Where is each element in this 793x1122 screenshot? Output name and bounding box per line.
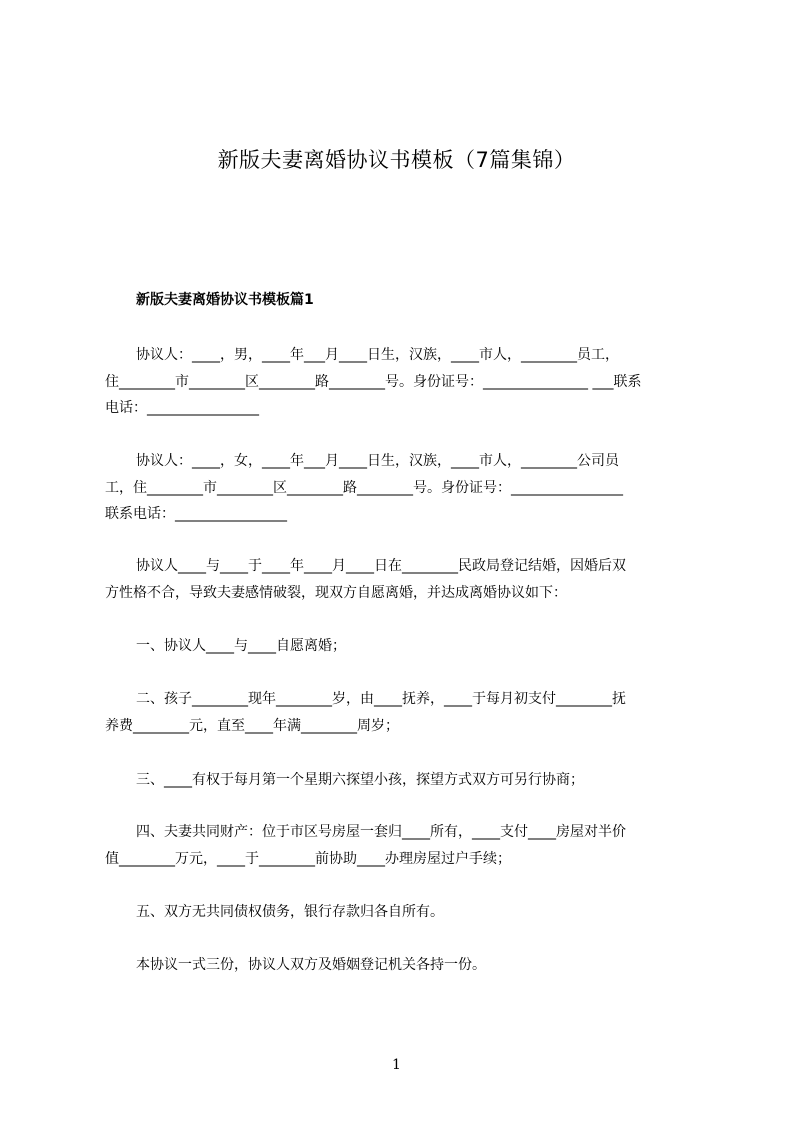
paragraph-line: 养费________元，直至____年满________周岁； [105,717,399,734]
paragraph-line: 协议人____与____于____年____月____日在________民政局登记结婚，因婚后双 [136,558,626,574]
party-2-paragraph [105,448,701,528]
closing-paragraph [105,952,701,979]
paragraph-line: 二、孩子________现年________岁，由____抚养，____于每月初支付________抚 [136,691,626,707]
clause-2 [105,686,701,739]
paragraph-line: 三、____有权于每月第一个星期六探望小孩，探望方式双方可另行协商； [136,772,584,788]
paragraph-line: 工，住________市________区________路________号。身份证号：________________ [105,479,623,496]
paragraph-line: 本协议一式三份，协议人双方及婚姻登记机关各持一份。 [136,957,486,973]
clause-4 [105,819,701,872]
paragraph-line: 住________市________区________路________号。身份证号：_______________ ___联系 [105,373,642,390]
paragraph-line: 值________万元，____于________前协助____办理房屋过户手续； [105,850,511,867]
paragraph-line: 四、夫妻共同财产：位于市区号房屋一套归____所有，____支付____房屋对半价 [136,824,626,840]
marriage-paragraph [105,553,701,606]
paragraph-line: 一、协议人____与____自愿离婚； [136,638,346,654]
paragraph-line: 五、双方无共同债权债务，银行存款归各自所有。 [136,904,444,920]
clause-1 [105,633,701,660]
page-number: 1 [392,1057,401,1073]
paragraph-line: 方性格不合，导致夫妻感情破裂，现双方自愿离婚，并达成离婚协议如下： [105,584,567,601]
paragraph-line: 电话：________________ [105,400,259,416]
party-1-paragraph [105,342,701,422]
section-title: 新版夫妻离婚协议书模板篇1 [136,292,314,308]
paragraph-line: 协议人：____，男，____年___月____日生，汉族，____市人，________员工， [136,347,619,363]
document-title: 新版夫妻离婚协议书模板（7篇集锦） [217,148,576,172]
clause-3 [105,767,701,794]
paragraph-line: 联系电话：________________ [105,506,287,522]
clause-5 [105,899,701,926]
paragraph-line: 协议人：____，女，____年___月____日生，汉族，____市人，________公司员 [136,453,619,469]
